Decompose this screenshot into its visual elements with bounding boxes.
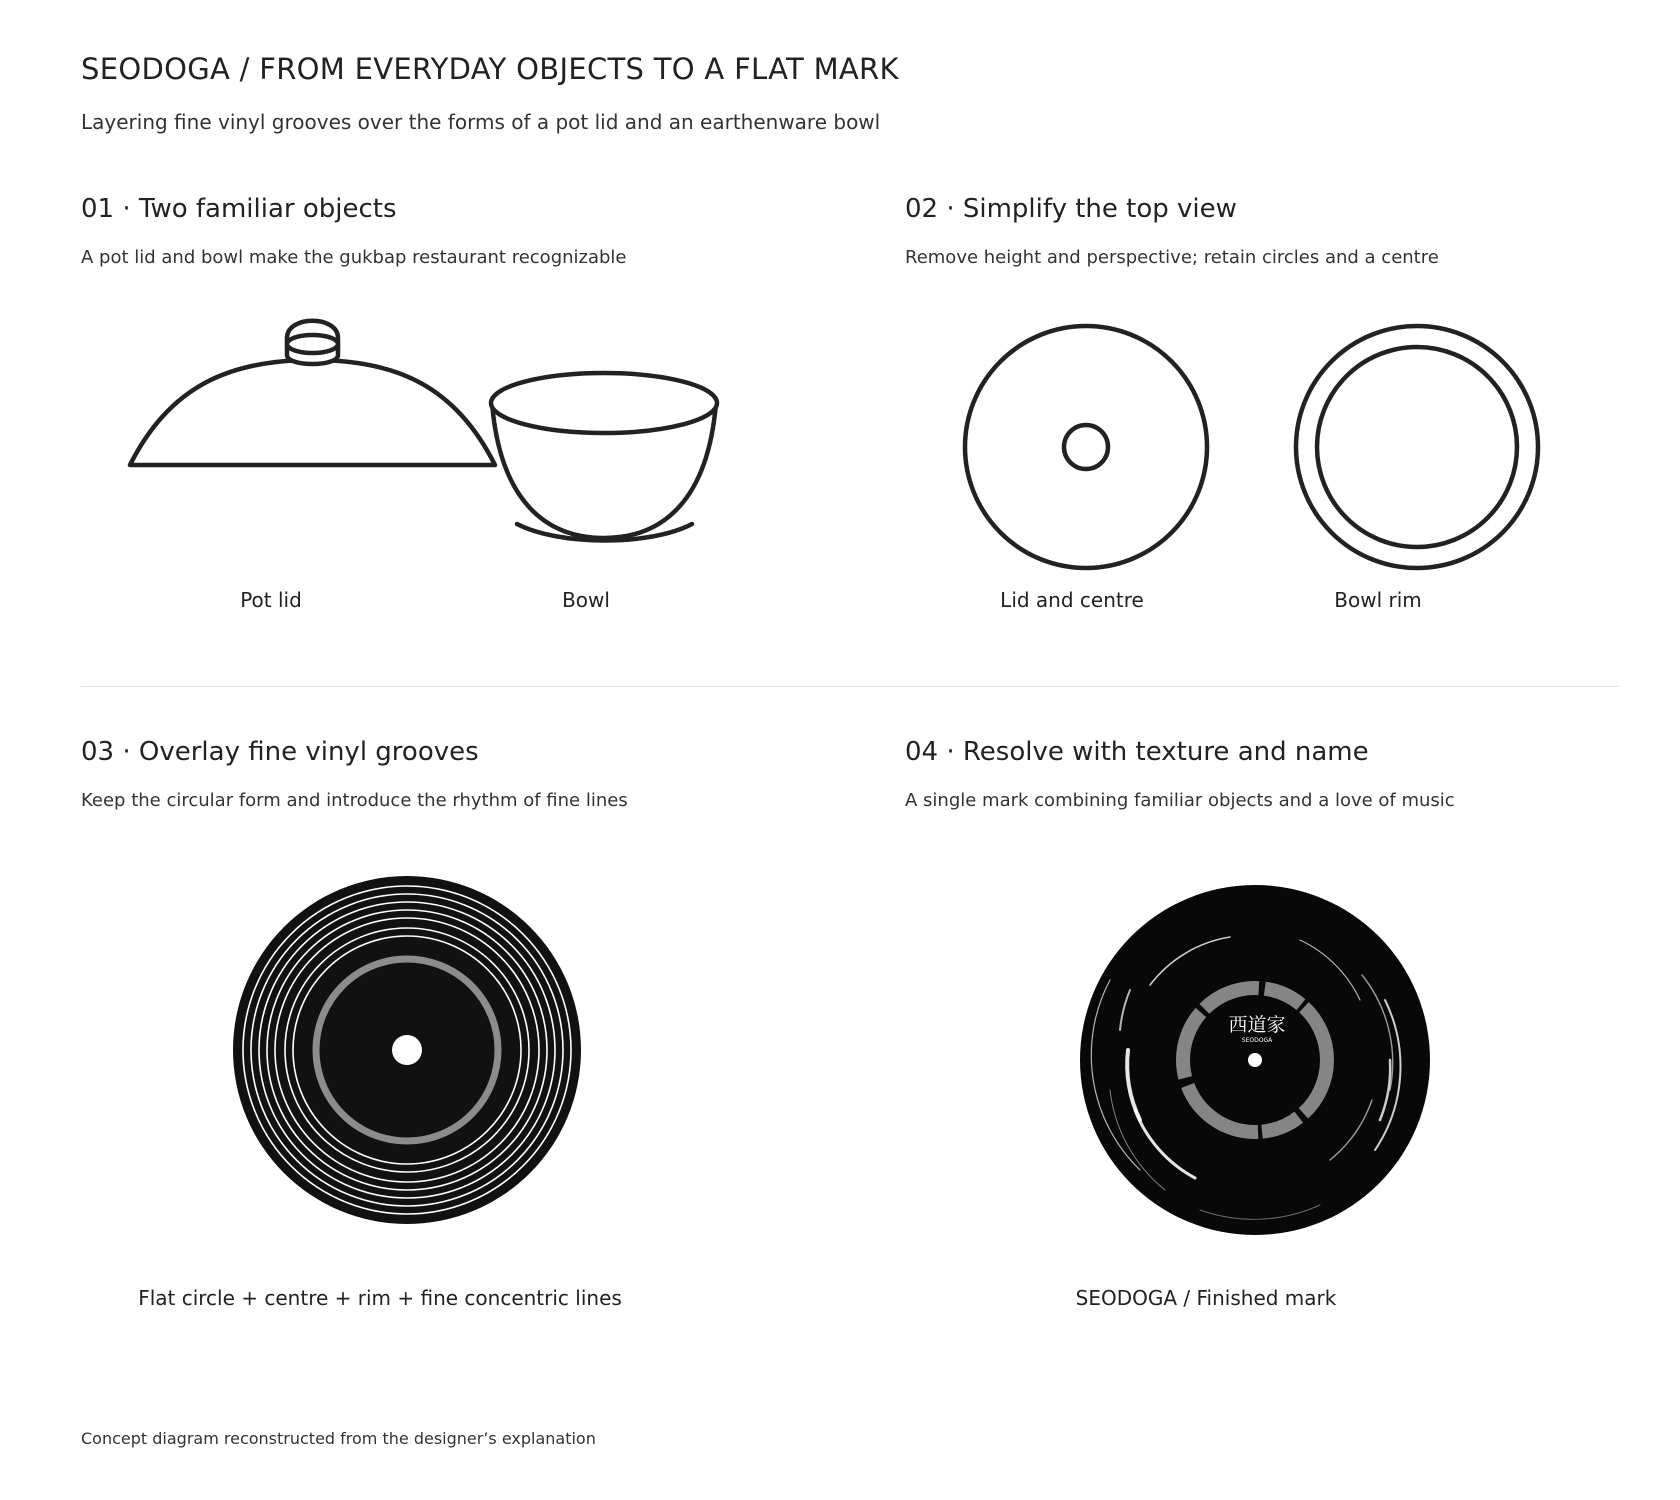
step-04-heading: 04 · Resolve with texture and name bbox=[905, 737, 1369, 767]
mark-hanja-text: 西道家 bbox=[1228, 1014, 1286, 1036]
step-01-description: A pot lid and bowl make the gukbap restaurant recognizable bbox=[81, 247, 627, 268]
caption-flat-circle: Flat circle + centre + rim + fine concentric lines bbox=[138, 1286, 622, 1310]
step-02-description: Remove height and perspective; retain circles and a centre bbox=[905, 247, 1439, 268]
caption-finished-mark: SEODOGA / Finished mark bbox=[1075, 1286, 1337, 1310]
step-02-heading: 02 · Simplify the top view bbox=[905, 194, 1237, 224]
page-title: SEODOGA / FROM EVERYDAY OBJECTS TO A FLAT MARK bbox=[81, 52, 899, 86]
page-subtitle: Layering fine vinyl grooves over the forms of a pot lid and an earthenware bowl bbox=[81, 110, 881, 134]
footer-note: Concept diagram reconstructed from the designer’s explanation bbox=[81, 1429, 596, 1448]
caption-bowl-rim: Bowl rim bbox=[1334, 588, 1422, 612]
step-03-description: Keep the circular form and introduce the rhythm of fine lines bbox=[81, 790, 628, 811]
mark-name-text: SEODOGA bbox=[1241, 1037, 1273, 1044]
caption-pot-lid: Pot lid bbox=[240, 588, 302, 612]
step-03-heading: 03 · Overlay fine vinyl grooves bbox=[81, 737, 479, 767]
caption-lid-and-centre: Lid and centre bbox=[1000, 588, 1144, 612]
step-01-heading: 01 · Two familiar objects bbox=[81, 194, 397, 224]
caption-bowl: Bowl bbox=[562, 588, 610, 612]
step-04-description: A single mark combining familiar objects and a love of music bbox=[905, 790, 1455, 811]
